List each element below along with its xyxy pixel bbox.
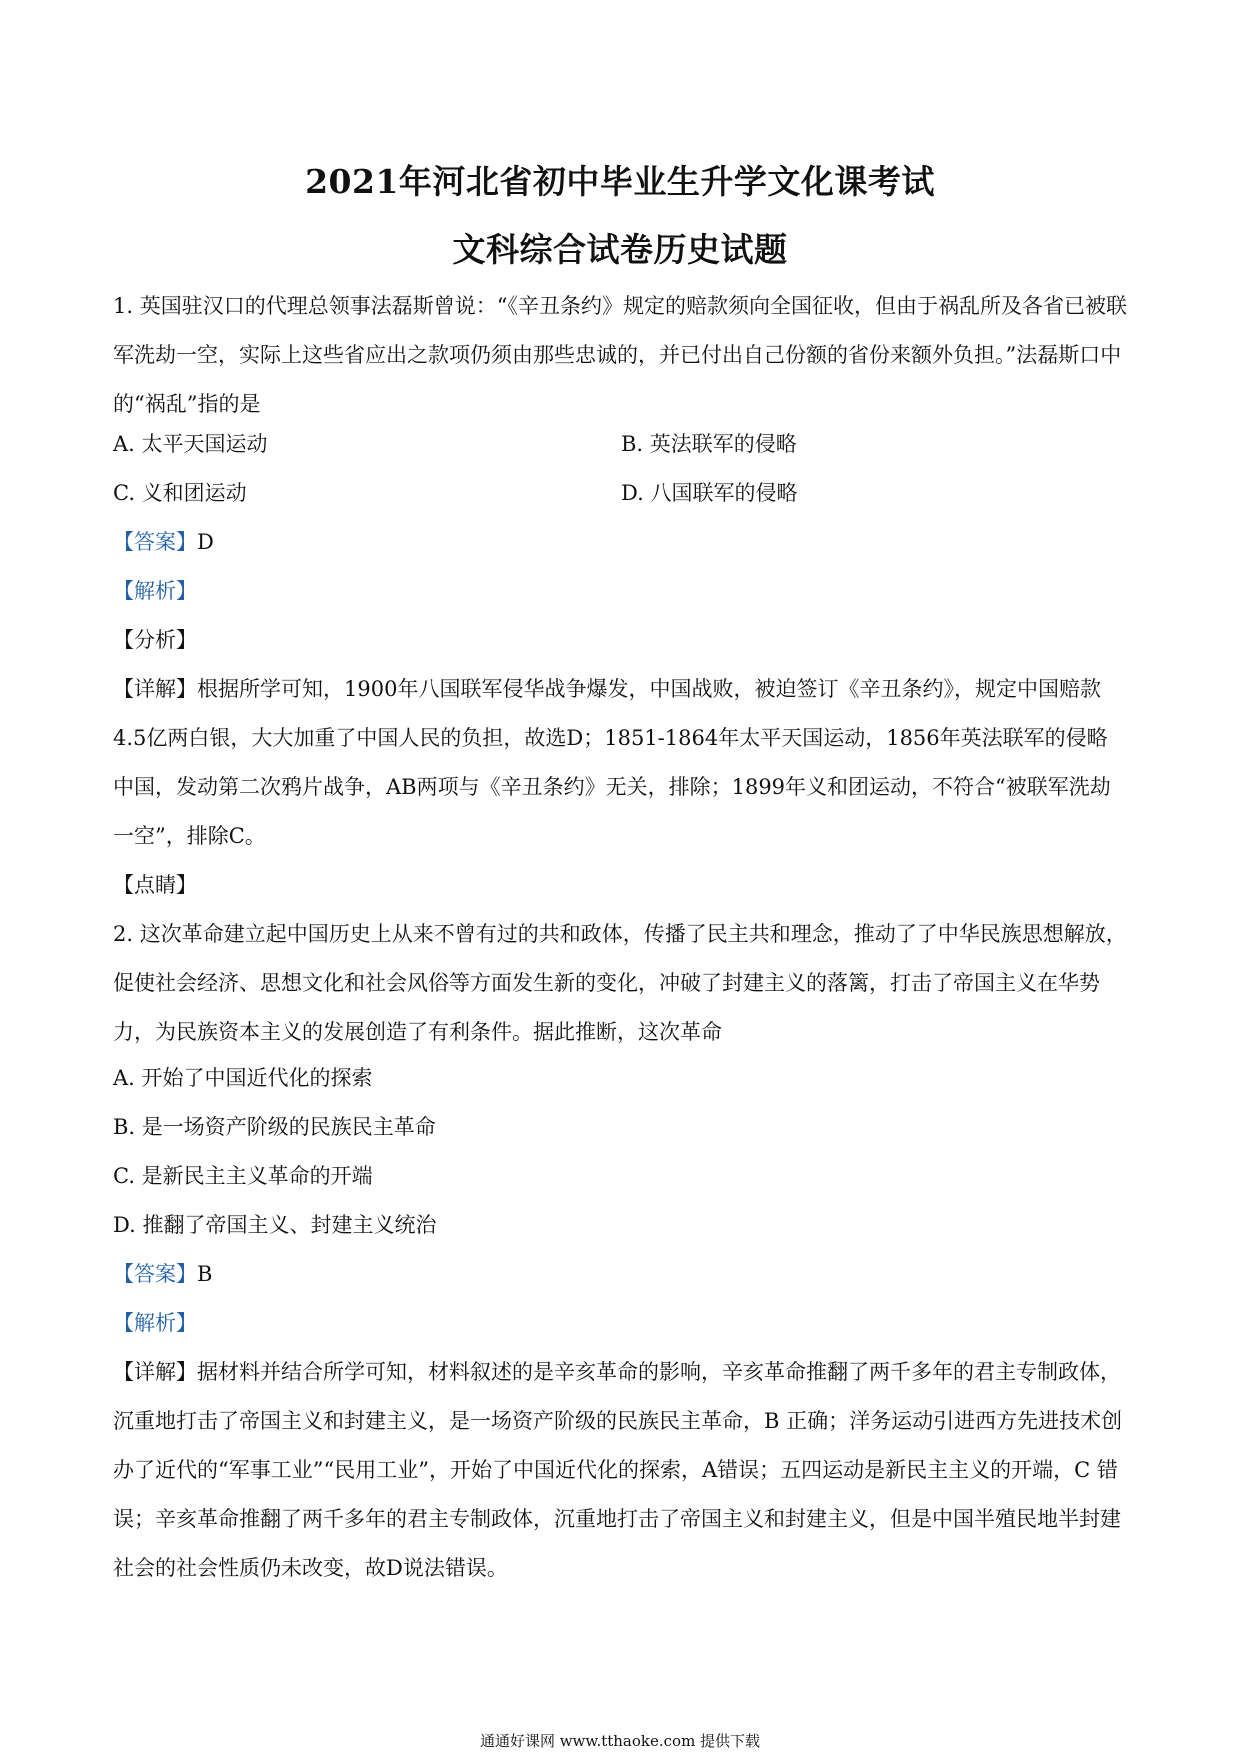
answer-tag: 【答案】 (113, 530, 197, 554)
q1-option-a: A. 太平天国运动 (113, 432, 268, 456)
detail-tag: 【详解】 (113, 677, 197, 701)
q1-dianjing-tag: 【点睛】 (113, 873, 197, 897)
q2-option-c: C. 是新民主主义革命的开端 (113, 1164, 373, 1188)
q1-analysis-tag: 【解析】 (113, 579, 197, 603)
exam-subtitle: 文科综合试卷历史试题 (452, 230, 788, 269)
q1-option-c: C. 义和团运动 (113, 481, 247, 505)
footer-source: 通通好课网 www.tthaoke.com 提供下载 (479, 1732, 761, 1750)
answer-value: B (197, 1262, 213, 1286)
q1-answer (113, 527, 214, 557)
exam-title: 2021年河北省初中毕业生升学文化课考试 (305, 162, 935, 201)
q2-answer (113, 1259, 212, 1289)
q1-detail (113, 665, 1127, 861)
q2-analysis-tag: 【解析】 (113, 1311, 197, 1335)
detail-tag: 【详解】 (113, 1360, 197, 1384)
q2-detail (113, 1348, 1127, 1593)
detail-text: 据材料并结合所学可知，材料叙述的是辛亥革命的影响，辛亥革命推翻了两千多年的君主专制政体，沉重地打击了帝国主义和封建主义，是一场资产阶级的民族民主革命，B 正确；洋务运动引进西方先进技术创办了近代的“军事工业”“民用工业”，开始了中国近代化的探索，A错误；五四运动是新民主主义的开端，C 错误；辛亥革命推翻了两千多年的君主专制政体，沉重地打击了帝国主义和封建主义，但是中国半殖民地半封建社会的社会性质仍未改变，故D说法错误。 (113, 1360, 1123, 1580)
q1-option-b: B. 英法联军的侵略 (621, 432, 797, 456)
q1-fenxi-tag: 【分析】 (113, 628, 197, 652)
q2-option-b: B. 是一场资产阶级的民族民主革命 (113, 1115, 436, 1139)
question-2-stem: 2. 这次革命建立起中国历史上从来不曾有过的共和政体，传播了民主共和理念，推动了了中华民族思想解放，促使社会经济、思想文化和社会风俗等方面发生新的变化，冲破了封建主义的落篱，打击了帝国主义在华势力，为民族资本主义的发展创造了有利条件。据此推断，这次革命 (113, 922, 1127, 1044)
q2-option-a: A. 开始了中国近代化的探索 (113, 1066, 373, 1090)
q1-option-d: D. 八国联军的侵略 (621, 481, 798, 505)
answer-value: D (197, 530, 214, 554)
question-1-stem: 1. 英国驻汉口的代理总领事法磊斯曾说：“《辛丑条约》规定的赔款须向全国征收，但由于祸乱所及各省已被联军洗劫一空，实际上这些省应出之款项仍须由那些忠诚的，并已付出自己份额的省份来额外负担。”法磊斯口中的“祸乱”指的是 (113, 294, 1127, 416)
detail-text: 根据所学可知，1900年八国联军侵华战争爆发，中国战败，被迫签订《辛丑条约》，规定中国赔款4.5亿两白银，大大加重了中国人民的负担，故选D；1851-1864年太平天国运动，1856年英法联军的侵略中国，发动第二次鸦片战争，AB两项与《辛丑条约》无关，排除；1899年义和团运动，不符合“被联军洗劫一空”，排除C。 (113, 677, 1111, 848)
answer-tag: 【答案】 (113, 1262, 197, 1286)
q2-option-d: D. 推翻了帝国主义、封建主义统治 (113, 1213, 437, 1237)
